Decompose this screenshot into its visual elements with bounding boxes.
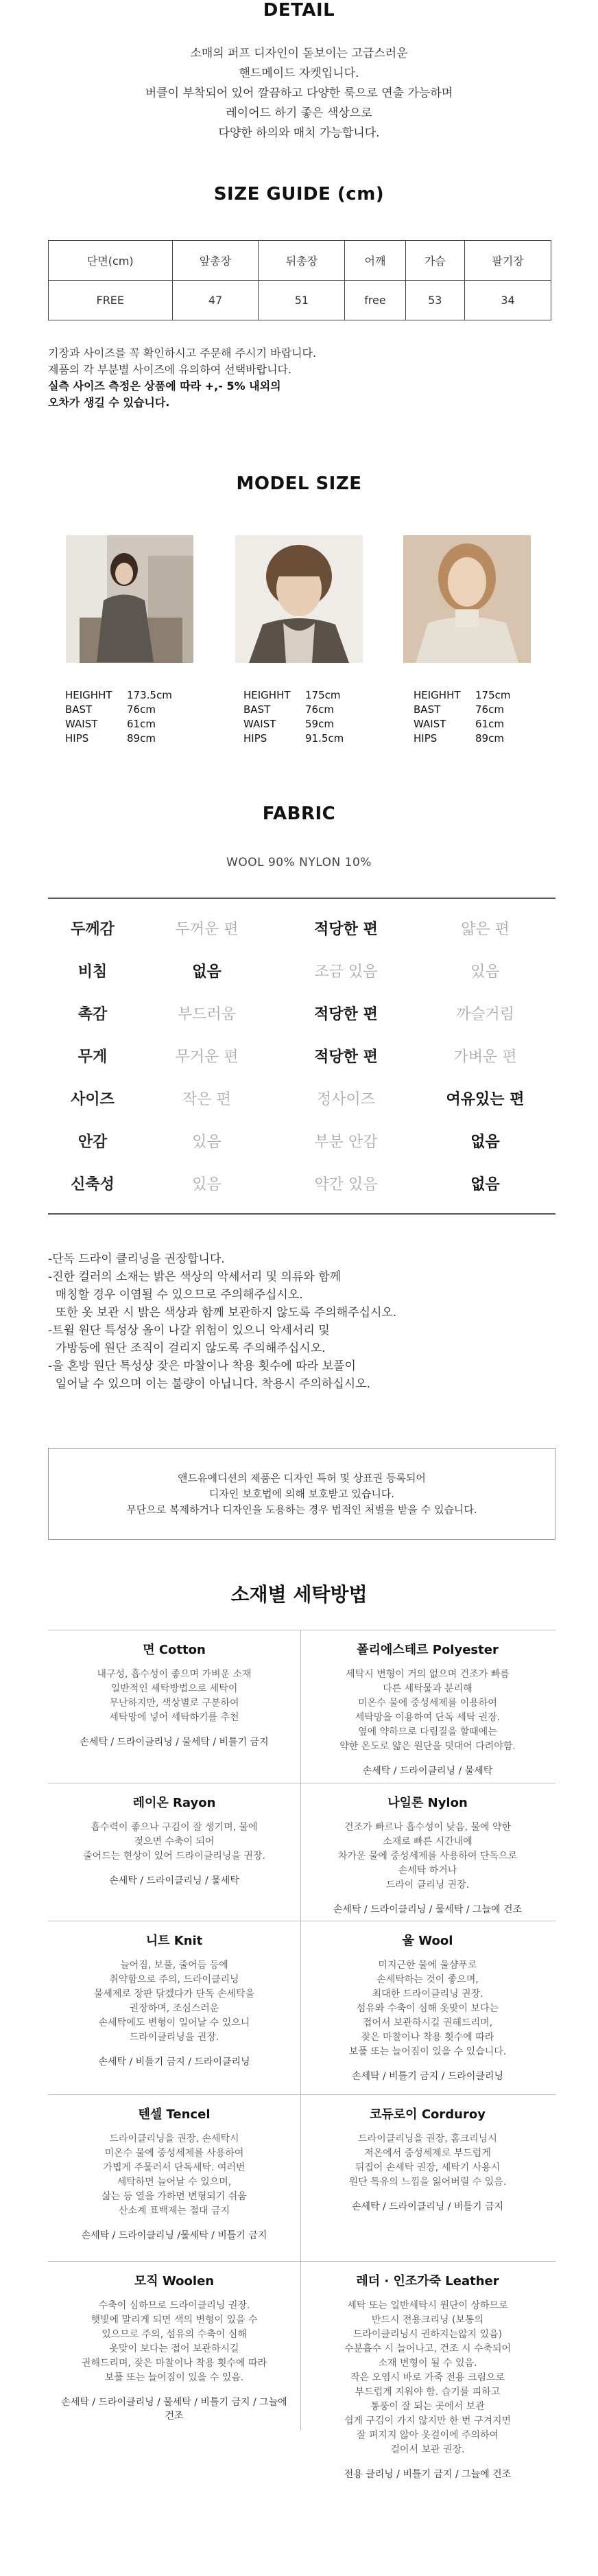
fabric-option: 무거운 편	[175, 1048, 239, 1066]
wash-description-line: 보풀 또는 늘어짐이 있을 수 있음.	[104, 2372, 244, 2383]
size-note-line: 기장과 사이즈를 꼭 확인하시고 주문해 주시기 바랍니다.	[48, 347, 317, 360]
notice-line: 앤드유에디션의 제품은 디자인 특허 및 상표권 등록되어	[178, 1471, 426, 1484]
stat-label: BAST	[243, 703, 271, 716]
care-notes	[48, 1250, 569, 1393]
stat-label: HIPS	[65, 732, 89, 745]
wash-description-line: 손세탁 하거나	[398, 1865, 457, 1876]
size-table-row	[49, 281, 551, 320]
wash-description-line: 물세제로 장판 닦겠다가 단독 손세탁을	[93, 1989, 255, 2000]
wash-description	[312, 1667, 543, 1754]
detail-line: 다양한 하의와 매치 가능합니다.	[218, 126, 380, 140]
wash-item	[48, 2095, 301, 2261]
model-stats	[65, 688, 172, 746]
stat-label: WAIST	[65, 718, 98, 730]
wash-description-line: 건조가 빠르나 흡수성이 낮음, 물에 약한	[344, 1822, 512, 1833]
stat-value: 76cm	[475, 703, 504, 716]
fabric-attribute-label: 무게	[77, 1048, 108, 1066]
fabric-attribute-label: 두께감	[71, 920, 115, 938]
fabric-composition: WOOL 90% NYLON 10%	[226, 856, 372, 869]
stat-label: HIPS	[414, 732, 438, 745]
stat-label: WAIST	[414, 718, 446, 730]
wash-material-name: 나일론 Nylon	[387, 1796, 468, 1810]
wash-guide-title: 소재별 세탁방법	[230, 1583, 368, 1606]
wash-description-line: 최대한 드라이클리닝 권장.	[372, 1989, 483, 2000]
model-stats	[243, 688, 344, 746]
size-cell: 34	[465, 281, 551, 320]
wash-description-line: 잘 펴지지 않아 옷걸이에 주의하여	[356, 2430, 499, 2441]
wash-description	[59, 1667, 289, 1725]
wash-method: 손세탁 / 드라이클리닝 / 물세탁 / 비틀기 금지	[80, 1737, 269, 1748]
wash-row	[48, 2261, 555, 2480]
notice-line: 무단으로 복제하거나 디자인을 도용하는 경우 법적인 처벌을 받을 수 있습니다.	[126, 1503, 477, 1516]
model-size-title: MODEL SIZE	[236, 473, 362, 494]
wash-method: 손세탁 / 드라이클리닝 / 물세탁	[362, 1766, 493, 1777]
stat-label: BAST	[414, 703, 441, 716]
model-photo-image	[66, 535, 193, 663]
stat-value: 61cm	[475, 718, 504, 730]
fabric-option-selected: 적당한 편	[314, 920, 378, 938]
fabric-attribute-label: 촉감	[77, 1005, 108, 1023]
wash-description-line: 손세탁에도 변형이 일어날 수 있으니	[98, 2017, 250, 2028]
size-header-cell: 뒤총장	[259, 241, 345, 281]
wash-description-line: 드라이 클리닝 권장.	[385, 1880, 470, 1890]
model-photo	[403, 535, 531, 663]
wash-description-line: 잦은 마찰이나 착용 횟수에 따라	[361, 2032, 494, 2043]
fabric-option-selected: 없음	[470, 1175, 500, 1193]
wash-description-line: 권해드리며, 잦은 마찰이나 착용 횟수에 따라	[81, 2358, 267, 2369]
wash-description-line: 손세탁하는 것이 좋으며,	[376, 1974, 479, 1985]
wash-item	[301, 1921, 554, 2094]
wash-method: 손세탁 / 비틀기 금지 / 드라이클리닝	[351, 2071, 504, 2082]
size-header-cell: 앞총장	[172, 241, 259, 281]
model-photo	[66, 535, 193, 663]
wash-description-line: 차가운 물에 중성세제를 사용하여 단독으로	[337, 1851, 518, 1862]
fabric-attribute-row	[48, 1161, 555, 1205]
fabric-option-selected: 없음	[192, 963, 222, 981]
wash-description-line: 늘어짐, 보풀, 줄어듬 등에	[120, 1960, 228, 1971]
fabric-attribute-label: 사이즈	[71, 1090, 115, 1108]
fabric-option: 있음	[192, 1175, 222, 1193]
model-photo-image	[235, 535, 363, 663]
size-cell: 47	[172, 281, 259, 320]
wash-method: 손세탁 / 비틀기 금지 / 드라이클리닝	[98, 2057, 250, 2068]
wash-description-line: 흡수력이 좋으나 구김이 잘 생기며, 물에	[91, 1822, 258, 1833]
wash-material-name: 레이온 Rayon	[132, 1796, 216, 1810]
fabric-option: 있음	[192, 1133, 222, 1151]
fabric-title: FABRIC	[262, 804, 336, 824]
wash-description-line: 원단 특유의 느낌을 잃어버릴 수 있음.	[348, 2177, 507, 2188]
wash-description-line: 옆에 약하므로 다림질을 할때에는	[358, 1726, 497, 1737]
stat-value: 61cm	[127, 718, 156, 730]
wash-material-name: 폴리에스테르 Polyester	[357, 1643, 499, 1657]
model-photo	[235, 535, 363, 663]
model-stats	[414, 688, 511, 746]
size-note-bold-line: 실측 사이즈 측정은 상품에 따라 +,- 5% 내외의	[48, 379, 281, 393]
notice-line: 디자인 보호법에 의해 보호받고 있습니다.	[208, 1487, 395, 1500]
wash-material-name: 모직 Woolen	[134, 2274, 215, 2288]
detail-description	[0, 44, 598, 143]
stat-value: 76cm	[305, 703, 334, 716]
wash-description	[59, 1958, 289, 2045]
wash-description-line: 접어서 보관하시길 권해드리며,	[362, 2017, 493, 2028]
wash-description-line: 드라이클리닝을 권장, 손세탁시	[109, 2133, 239, 2144]
fabric-option: 얇은 편	[461, 920, 510, 938]
stat-label: WAIST	[243, 718, 276, 730]
size-header-cell: 가슴	[405, 241, 465, 281]
wash-description-line: 무난하지만, 색상별로 구분하여	[109, 1698, 239, 1709]
wash-description-line: 내구성, 흡수성이 좋으며 가벼운 소재	[97, 1669, 252, 1680]
wash-description	[312, 1958, 543, 2059]
wash-description-line: 소재로 빠른 시간내에	[383, 1836, 473, 1847]
wash-description-line: 미지근한 물에 울샴푸로	[378, 1960, 477, 1971]
wash-description-line: 약한 온도로 얇은 원단을 덧대어 다려야함.	[339, 1741, 516, 1752]
size-cell: 51	[259, 281, 345, 320]
wash-description-line: 저온에서 중성세제로 부드럽게	[364, 2148, 491, 2159]
wash-description-line: 권장하며, 조심스러운	[129, 2003, 219, 2014]
wash-method: 손세탁 / 드라이클리닝 / 물세탁	[109, 1875, 239, 1886]
fabric-option: 약간 있음	[314, 1175, 378, 1193]
care-note-line: -단독 드라이 클리닝을 권장합니다.	[48, 1252, 225, 1266]
size-header-cell: 팔기장	[465, 241, 551, 281]
wash-description-line: 일반적인 세탁방법으로 세탁이	[110, 1683, 238, 1694]
wash-item	[301, 1630, 554, 1783]
wash-description-line: 수분흡수 시 늘어나고, 건조 시 수축되어	[344, 2343, 512, 2354]
wash-description-line: 걸어서 보관 권장.	[390, 2444, 465, 2455]
wash-method: 전용 클리닝 / 비틀기 금지 / 그늘에 건조	[344, 2469, 512, 2480]
fabric-attribute-row	[48, 906, 555, 950]
care-note-line: 매칭할 경우 이염될 수 있으므로 주의해주십시오.	[48, 1288, 303, 1302]
fabric-attribute-row	[48, 1076, 555, 1120]
wash-description-line: 작은 오염시 바로 가죽 전용 크림으로	[350, 2372, 505, 2383]
wash-description-line: 반드시 전용크리닝 (보통의	[371, 2315, 484, 2326]
care-note-line: -트윌 원단 특성상 올이 나갈 위험이 있으니 악세서리 및	[48, 1324, 330, 1337]
wash-item	[301, 2262, 554, 2480]
fabric-option-selected: 여유있는 편	[446, 1090, 525, 1108]
size-cell: FREE	[49, 281, 173, 320]
fabric-option-selected: 적당한 편	[314, 1005, 378, 1023]
wash-method: 손세탁 / 드라이클리닝 / 물세탁 / 그늘에 건조	[333, 1904, 523, 1915]
stat-value: 89cm	[475, 732, 504, 745]
wash-item	[301, 2095, 554, 2261]
stat-value: 59cm	[305, 718, 334, 730]
wash-description	[312, 2132, 543, 2190]
detail-line: 핸드메이드 자켓입니다.	[239, 67, 359, 80]
copyright-notice	[48, 1448, 555, 1540]
wash-item	[48, 2262, 301, 2431]
wash-description-line: 미온수 물에 중성세제를 사용하여	[104, 2148, 244, 2159]
wash-description-line: 드라이클리닝을 권장, 홈크리닝시	[358, 2133, 497, 2144]
wash-description	[59, 1820, 289, 1864]
wash-description	[59, 2132, 289, 2218]
fabric-bottom-divider	[48, 1213, 555, 1215]
wash-description-line: 세탁망을 이용하여 단독 세탁 권장.	[355, 1712, 501, 1723]
size-note-line: 제품의 각 부분별 사이즈에 유의하여 선택바랍니다.	[48, 363, 292, 376]
care-note-line: 가방등에 원단 조직이 걸리지 않도록 주의해주십시오.	[48, 1342, 326, 1355]
care-note-line: 일어날 수 있으며 이는 불량이 아닙니다. 착용시 주의하십시오.	[48, 1377, 370, 1391]
wash-description-line: 있으므로 주의, 섬유의 수축이 심해	[101, 2329, 247, 2340]
wash-description	[312, 2299, 543, 2457]
wash-item	[48, 1630, 301, 1783]
wash-material-name: 니트 Knit	[145, 1934, 203, 1948]
size-guide-title: SIZE GUIDE (cm)	[213, 184, 385, 204]
wash-description-line: 소재 변형이 될 수 있음.	[378, 2358, 477, 2369]
wash-description-line: 드라이클리닝시 권하지는않지 있음)	[352, 2329, 503, 2340]
size-header-cell: 단면(cm)	[49, 241, 173, 281]
wash-material-name: 코듀로이 Corduroy	[370, 2107, 486, 2122]
fabric-attribute-row	[48, 991, 555, 1035]
fabric-option-selected: 없음	[470, 1133, 500, 1151]
fabric-option: 두꺼운 편	[175, 920, 239, 938]
wash-row	[48, 1921, 555, 2094]
fabric-attribute-row	[48, 1119, 555, 1162]
wash-description-line: 뒤집어 손세탁 권장, 세탁기 사용시	[355, 2162, 501, 2173]
fabric-top-divider	[48, 898, 555, 899]
wash-material-name: 텐셀 Tencel	[138, 2107, 211, 2122]
fabric-option-selected: 적당한 편	[314, 1048, 378, 1066]
wash-description-line: 보풀 또는 늘어짐이 있을 수 있습니다.	[348, 2046, 507, 2057]
wash-item	[301, 1783, 554, 1921]
detail-line: 레이어드 하기 좋은 색상으로	[226, 106, 372, 120]
detail-line: 버클이 부착되어 있어 깔끔하고 다양한 룩으로 연출 가능하며	[145, 86, 453, 100]
detail-line: 소매의 퍼프 디자인이 돋보이는 고급스러운	[190, 47, 408, 60]
care-note-line: -울 혼방 원단 특성상 잦은 마찰이나 착용 횟수에 따라 보풀이	[48, 1359, 356, 1373]
size-header-cell: 어깨	[345, 241, 405, 281]
care-note-line: -진한 컬러의 소재는 밝은 색상의 악세서리 및 의류와 함께	[48, 1270, 342, 1284]
wash-description-line: 취약함으로 주의, 드라이클리닝	[109, 1974, 239, 1985]
wash-description-line: 세탁망에 넣어 세탁하기를 추천	[109, 1712, 239, 1723]
fabric-attribute-label: 신축성	[71, 1175, 115, 1193]
stat-value: 91.5cm	[305, 732, 344, 745]
wash-material-name: 울 Wool	[402, 1934, 453, 1948]
fabric-option: 작은 편	[182, 1090, 231, 1108]
stat-label: BAST	[65, 703, 93, 716]
wash-description-line: 세탁시 변형이 거의 없으며 건조가 빠름	[346, 1669, 510, 1680]
stat-value: 89cm	[127, 732, 156, 745]
stat-label: HEIGHHT	[65, 689, 112, 701]
fabric-option: 정사이즈	[316, 1090, 375, 1108]
wash-description-line: 햇빛에 말리게 되면 색의 변형이 있을 수	[91, 2315, 258, 2326]
size-table	[48, 240, 551, 320]
wash-description-line: 통풍이 잘 되는 곳에서 보관	[370, 2401, 485, 2412]
care-note-line: 또한 옷 보관 시 밝은 색상과 함께 보관하지 않도록 주의해주십시오.	[48, 1306, 397, 1320]
wash-description-line: 섬유와 수축이 심해 옷맞이 보다는	[356, 2003, 499, 2014]
wash-method: 손세탁 / 드라이클리닝 / 비틀기 금지	[351, 2201, 504, 2212]
wash-method: 손세탁 / 드라이클리닝 /물세탁 / 비틀기 금지	[81, 2230, 267, 2241]
wash-description-line: 세탁 또는 일반세탁시 원단이 상하므로	[347, 2300, 508, 2311]
wash-guide-grid	[48, 1630, 555, 2480]
size-cell: 53	[405, 281, 465, 320]
wash-description-line: 쉽게 구김이 가지 않지만 한 번 구겨지면	[344, 2415, 512, 2426]
wash-row	[48, 1783, 555, 1921]
wash-description-line: 수축이 심하므로 드라이클리닝 권장.	[98, 2300, 250, 2311]
wash-description-line: 줄어드는 현상이 있어 드라이클리닝을 권장.	[83, 1851, 265, 1862]
wash-material-name: 면 Cotton	[143, 1643, 206, 1657]
stat-value: 76cm	[127, 703, 156, 716]
fabric-attribute-row	[48, 1033, 555, 1077]
wash-description-line: 산소계 표백제는 절대 금지	[118, 2205, 230, 2216]
wash-row	[48, 1630, 555, 1783]
wash-description-line: 미온수 물에 중성세제를 이용하여	[358, 1698, 497, 1709]
stat-label: HIPS	[243, 732, 267, 745]
model-photo-image	[403, 535, 531, 663]
wash-description-line: 부드럽게 지워야 함. 습기를 피하고	[355, 2387, 501, 2398]
wash-description-line: 세탁하면 늘어날 수 있으며,	[117, 2177, 232, 2188]
fabric-attribute-label: 안감	[77, 1133, 108, 1151]
size-table-header	[49, 241, 551, 281]
wash-row	[48, 2094, 555, 2261]
size-cell: free	[345, 281, 405, 320]
wash-description-line: 옷맞이 보다는 접어 보관하시길	[109, 2343, 239, 2354]
fabric-option: 가벼운 편	[453, 1048, 517, 1066]
stat-value: 175cm	[305, 689, 341, 701]
wash-description-line: 삶는 등 열을 가하면 변형되기 쉬움	[101, 2191, 247, 2202]
wash-description-line: 다른 세탁물과 분리해	[383, 1683, 473, 1694]
fabric-option: 부드러움	[177, 1005, 236, 1023]
wash-method: 손세탁 / 드라이클리닝 / 물세탁 / 비틀기 금지 / 그늘에 건조	[61, 2397, 287, 2422]
stat-value: 173.5cm	[127, 689, 172, 701]
stat-label: HEIGHHT	[243, 689, 291, 701]
detail-title: DETAIL	[263, 0, 335, 21]
fabric-option: 있음	[470, 963, 500, 981]
wash-description-line: 젖으면 수축이 되어	[134, 1836, 215, 1847]
fabric-option: 조금 있음	[314, 963, 378, 981]
wash-item	[48, 1783, 301, 1921]
wash-material-name: 레더 · 인조가죽 Leather	[356, 2274, 499, 2288]
size-notes	[48, 345, 555, 411]
fabric-option: 부분 안감	[314, 1133, 378, 1151]
wash-description-line: 드라이클리닝을 권장.	[129, 2032, 219, 2043]
wash-description	[59, 2299, 289, 2385]
fabric-option: 까슬거림	[455, 1005, 514, 1023]
wash-description-line: 가볍게 주물러서 단독세탁. 여러번	[103, 2162, 246, 2173]
stat-label: HEIGHHT	[414, 689, 461, 701]
fabric-attribute-row	[48, 948, 555, 992]
wash-item	[48, 1921, 301, 2094]
wash-description	[312, 1820, 543, 1893]
fabric-attribute-label: 비침	[77, 963, 108, 981]
size-note-bold-line: 오차가 생길 수 있습니다.	[48, 396, 170, 409]
stat-value: 175cm	[475, 689, 511, 701]
